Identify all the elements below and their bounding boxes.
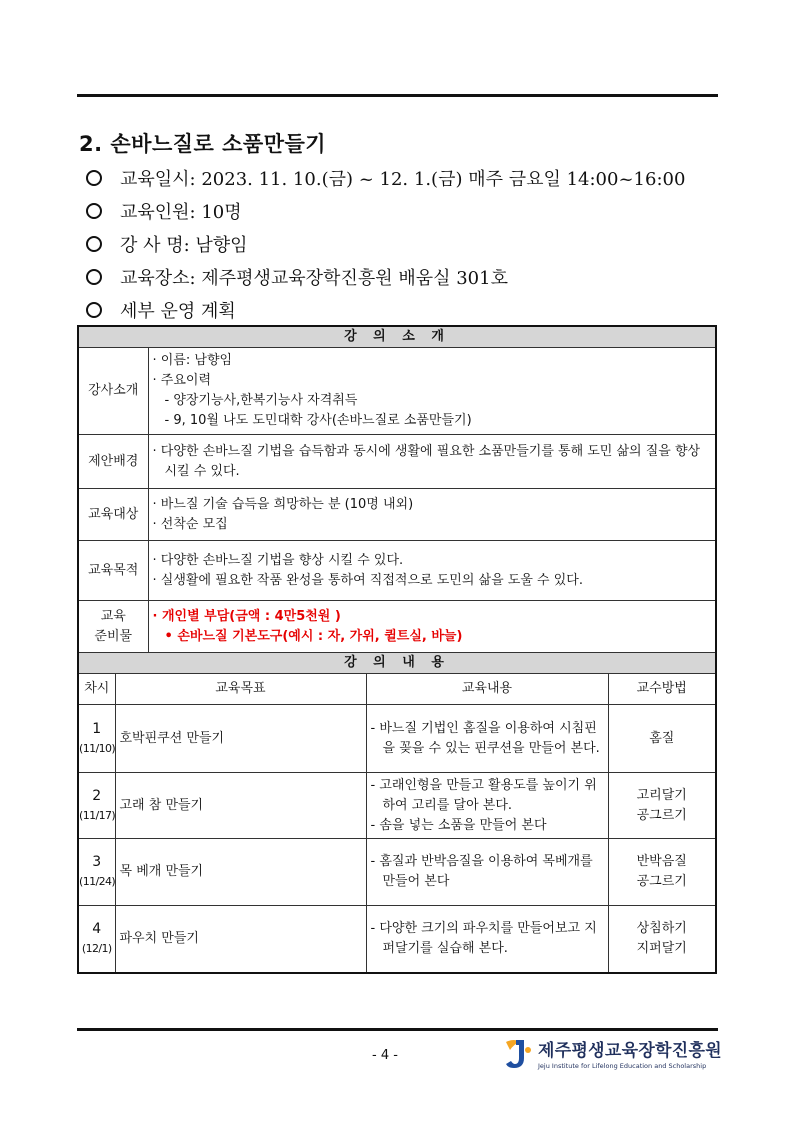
logo-english-name: Jeju Institute for Lifelong Education and Scholarship <box>538 1062 707 1070</box>
target-details: · 바느질 기술 습득을 희망하는 분 (10명 내외) · 선착순 모집 <box>148 489 716 541</box>
logo-korean-name: 제주평생교육장학진흥원 <box>538 1041 722 1061</box>
col-header-content: 교육내용 <box>366 674 608 705</box>
session-goal: 목 베개 만들기 <box>115 839 366 906</box>
row-label-instructor: 강사소개 <box>78 348 148 435</box>
info-list <box>86 161 685 326</box>
circle-bullet-icon <box>86 170 102 186</box>
table-row <box>78 906 716 973</box>
session-method: 홈질 <box>608 705 716 773</box>
info-item-location: 교육장소: 제주평생교육장학진흥원 배움실 301호 <box>86 260 685 293</box>
info-item-plan: 세부 운영 계획 <box>86 293 685 326</box>
purpose-details: · 다양한 손바느질 기법을 향상 시킬 수 있다. · 실생활에 필요한 작품 완성을 통하여 직접적으로 도민의 삶을 도울 수 있다. <box>148 541 716 601</box>
col-header-method: 교수방법 <box>608 674 716 705</box>
institute-logo <box>502 1036 722 1070</box>
top-rule <box>77 94 718 97</box>
session-goal: 고래 참 만들기 <box>115 773 366 839</box>
table-row <box>78 773 716 839</box>
table-row <box>78 839 716 906</box>
page-number: - 4 - <box>372 1048 398 1063</box>
content-section-title: 강 의 내 용 <box>78 653 716 674</box>
session-cell: 1 (11/10) <box>78 705 115 773</box>
session-method: 고리달기 공그르기 <box>608 773 716 839</box>
session-content: - 다양한 크기의 파우치를 만들어보고 지퍼달기를 실습해 본다. <box>366 906 608 973</box>
col-header-session: 차시 <box>78 674 115 705</box>
info-item-headcount: 교육인원: 10명 <box>86 194 685 227</box>
info-item-instructor: 강 사 명: 남향임 <box>86 227 685 260</box>
session-method: 상침하기 지퍼달기 <box>608 906 716 973</box>
instructor-details: · 이름: 남향임 · 주요이력 - 양장기능사,한복기능사 자격취득 - 9, 10월 나도 도민대학 강사(손바느질로 소품만들기) <box>148 348 716 435</box>
session-goal: 파우치 만들기 <box>115 906 366 973</box>
jeju-institute-logo-icon <box>502 1036 532 1070</box>
circle-bullet-icon <box>86 203 102 219</box>
circle-bullet-icon <box>86 269 102 285</box>
session-cell: 4 (12/1) <box>78 906 115 973</box>
operation-plan-table <box>77 325 717 974</box>
circle-bullet-icon <box>86 302 102 318</box>
session-method: 반박음질 공그르기 <box>608 839 716 906</box>
background-details: · 다양한 손바느질 기법을 습득함과 동시에 생활에 필요한 소품만들기를 통해 도민 삶의 질을 향상 시킬 수 있다. <box>148 435 716 489</box>
session-goal: 호박핀쿠션 만들기 <box>115 705 366 773</box>
row-label-target: 교육대상 <box>78 489 148 541</box>
row-label-materials: 교육 준비물 <box>78 601 148 653</box>
section-heading: 2. 손바느질로 소품만들기 <box>79 132 327 156</box>
row-label-purpose: 교육목적 <box>78 541 148 601</box>
bottom-rule <box>77 1028 718 1031</box>
info-item-schedule: 교육일시: 2023. 11. 10.(금) ~ 12. 1.(금) 매주 금요일 14:00~16:00 <box>86 161 685 194</box>
col-header-goal: 교육목표 <box>115 674 366 705</box>
session-cell: 2 (11/17) <box>78 773 115 839</box>
session-cell: 3 (11/24) <box>78 839 115 906</box>
circle-bullet-icon <box>86 236 102 252</box>
table-row <box>78 705 716 773</box>
session-content: - 홈질과 반박음질을 이용하여 목베개를 만들어 본다 <box>366 839 608 906</box>
session-content: - 바느질 기법인 홈질을 이용하여 시침핀을 꽂을 수 있는 핀쿠션을 만들어 본다. <box>366 705 608 773</box>
row-label-background: 제안배경 <box>78 435 148 489</box>
materials-details: · 개인별 부담(금액 : 4만5천원 ) • 손바느질 기본도구(예시 : 자, 가위, 퀼트실, 바늘) <box>148 601 716 653</box>
intro-section-title: 강 의 소 개 <box>78 326 716 348</box>
session-content: - 고래인형을 만들고 활용도를 높이기 위하여 고리를 달아 본다. - 솜을 넣는 소품을 만들어 본다 <box>366 773 608 839</box>
